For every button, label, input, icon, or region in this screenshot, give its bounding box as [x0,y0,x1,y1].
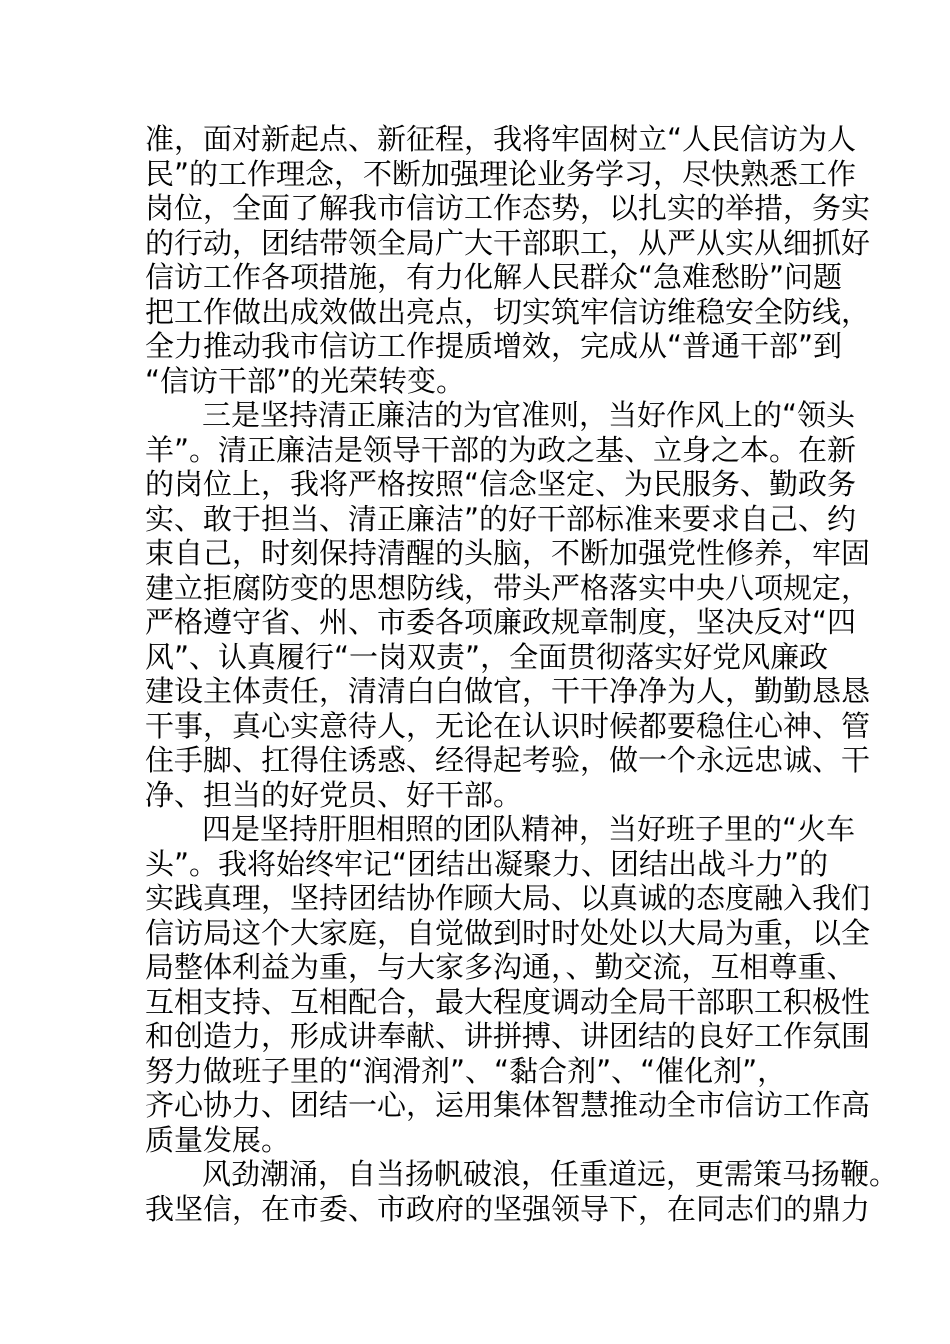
text-line: 实、敢于担当、清正廉洁”的好干部标准来要求自己、约 [145,502,857,536]
paragraph-start-line: 风劲潮涌，自当扬帆破浪，任重道远，更需策马扬鞭。 [202,1157,899,1191]
text-line: 建立拒腐防变的思想防线，带头严格落实中央八项规定， [145,571,871,605]
text-line: 质量发展。 [145,1123,291,1157]
text-line: 信访工作各项措施，有力化解人民群众“急难愁盼”问题 [145,260,843,294]
paragraph-start-line: 三是坚持清正廉洁的为官准则，当好作风上的“领头 [202,398,856,432]
text-line: 把工作做出成效做出亮点，切实筑牢信访维稳安全防线， [145,295,871,329]
text-line: 全力推动我市信访工作提质增效，完成从“普通干部”到 [145,329,843,363]
text-line: 的行动，团结带领全局广大干部职工，从严从实从细抓好 [145,226,871,260]
text-line: 头”。我将始终牢记“团结出凝聚力、团结出战斗力”的 [145,847,829,881]
text-line: 风”、认真履行“一岗双责”，全面贯彻落实好党风廉政 [145,640,829,674]
text-line: “信访干部”的光荣转变。 [145,364,466,398]
text-line: 实践真理，坚持团结协作顾大局、以真诚的态度融入我们 [145,881,871,915]
text-line: 建设主体责任，清清白白做官，干干净净为人，勤勤恳恳 [145,674,871,708]
text-line: 民”的工作理念，不断加强理论业务学习，尽快熟悉工作 [145,157,857,191]
text-line: 净、担当的好党员、好干部。 [145,778,523,812]
text-line: 羊”。清正廉洁是领导干部的为政之基、立身之本。在新 [145,433,857,467]
text-line: 干事，真心实意待人，无论在认识时候都要稳住心神、管 [145,709,871,743]
text-line: 住手脚、扛得住诱惑、经得起考验，做一个永远忠诚、干 [145,743,871,777]
text-line: 准，面对新起点、新征程，我将牢固树立“人民信访为人 [145,122,857,156]
text-line: 齐心协力、团结一心，运用集体智慧推动全市信访工作高 [145,1088,871,1122]
paragraph-start-line: 四是坚持肝胆相照的团队精神，当好班子里的“火车 [202,812,856,846]
text-line: 努力做班子里的“润滑剂”、“黏合剂”、“催化剂”， [145,1054,787,1088]
text-line: 局整体利益为重，与大家多沟通，、勤交流，互相尊重、 [145,950,856,984]
text-line: 和创造力，形成讲奉献、讲拼搏、讲团结的良好工作氛围 [145,1019,871,1053]
text-line: 岗位，全面了解我市信访工作态势，以扎实的举措，务实 [145,191,871,225]
text-line: 信访局这个大家庭，自觉做到时时处处以大局为重，以全 [145,916,871,950]
text-line: 互相支持、互相配合，最大程度调动全局干部职工积极性 [145,985,871,1019]
text-line: 我坚信，在市委、市政府的坚强领导下，在同志们的鼎力 [145,1192,871,1226]
text-line: 的岗位上，我将严格按照“信念坚定、为民服务、勤政务 [145,467,857,501]
text-line: 束自己，时刻保持清醒的头脑，不断加强党性修养，牢固 [145,536,871,570]
text-line: 严格遵守省、州、市委各项廉政规章制度，坚决反对“四 [145,605,857,639]
